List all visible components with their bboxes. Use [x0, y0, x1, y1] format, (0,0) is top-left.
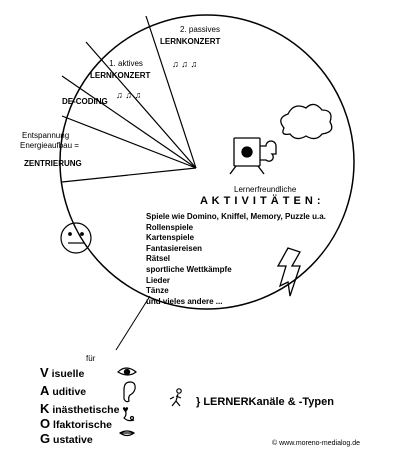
ear-icon [124, 382, 135, 402]
passive-concert-line1: 2. passives [179, 25, 221, 34]
sense-gustatory [40, 432, 93, 446]
sense-label: inästhetische ♥ [52, 404, 129, 416]
pointer-line [116, 296, 150, 350]
sense-label: isuelle [51, 368, 85, 380]
eye-icon [118, 368, 136, 375]
sense-initial: G [40, 431, 51, 446]
mouth-icon [120, 431, 134, 436]
activity-item: Spiele wie Domino, Kniffel, Memory, Puzzle u.a. [146, 212, 326, 221]
activity-item: Kartenspiele [146, 233, 195, 243]
activity-item: Rollenspiele [146, 222, 194, 232]
sense-auditory [40, 384, 86, 398]
active-concert-line1: 1. aktives [109, 59, 143, 68]
sense-initial: V [40, 365, 49, 380]
activity-item: und vieles andere ... [146, 296, 223, 306]
activity-item: Fantasiereisen [146, 243, 203, 253]
active-concert-notes: ♫ ♫ ♫ [116, 90, 142, 100]
sense-initial: O [40, 416, 51, 431]
activity-item: Tänze [146, 286, 169, 296]
passive-concert-title: LERNKONZERT [160, 37, 221, 46]
running-person-icon [170, 389, 181, 406]
decoding-label: DE-CODING [62, 97, 108, 106]
sense-kinesthetic [40, 402, 129, 416]
for-label: für [86, 354, 96, 363]
sense-olfactory [40, 417, 112, 431]
sense-visual [40, 366, 84, 380]
centering-line1: Entspannung [22, 131, 70, 140]
sense-label: lfaktorische [53, 419, 112, 431]
activities-list [146, 212, 326, 307]
activities-heading: A K T I V I T Ä T E N : [200, 195, 322, 207]
sense-label: uditive [52, 386, 87, 398]
activities-subheading: Lernerfreundliche [234, 185, 297, 194]
passive-concert-notes: ♫ ♫ ♫ [172, 59, 198, 69]
centering-title: ZENTRIERUNG [24, 159, 82, 168]
centering-line2: Energieaufbau = [20, 141, 79, 150]
activity-item: Rätsel [146, 254, 171, 264]
activity-item: sportliche Wettkämpfe [146, 264, 232, 274]
activity-item: Lieder [146, 275, 171, 285]
sense-label: ustative [53, 434, 93, 446]
sense-initial: A [40, 383, 50, 398]
copyright-text: © www.moreno-medialog.de [272, 440, 361, 447]
active-concert-title: LERNKONZERT [90, 71, 151, 80]
sense-initial: K [40, 401, 50, 416]
learner-channels-label: } LERNERKanäle & -Typen [196, 396, 334, 408]
